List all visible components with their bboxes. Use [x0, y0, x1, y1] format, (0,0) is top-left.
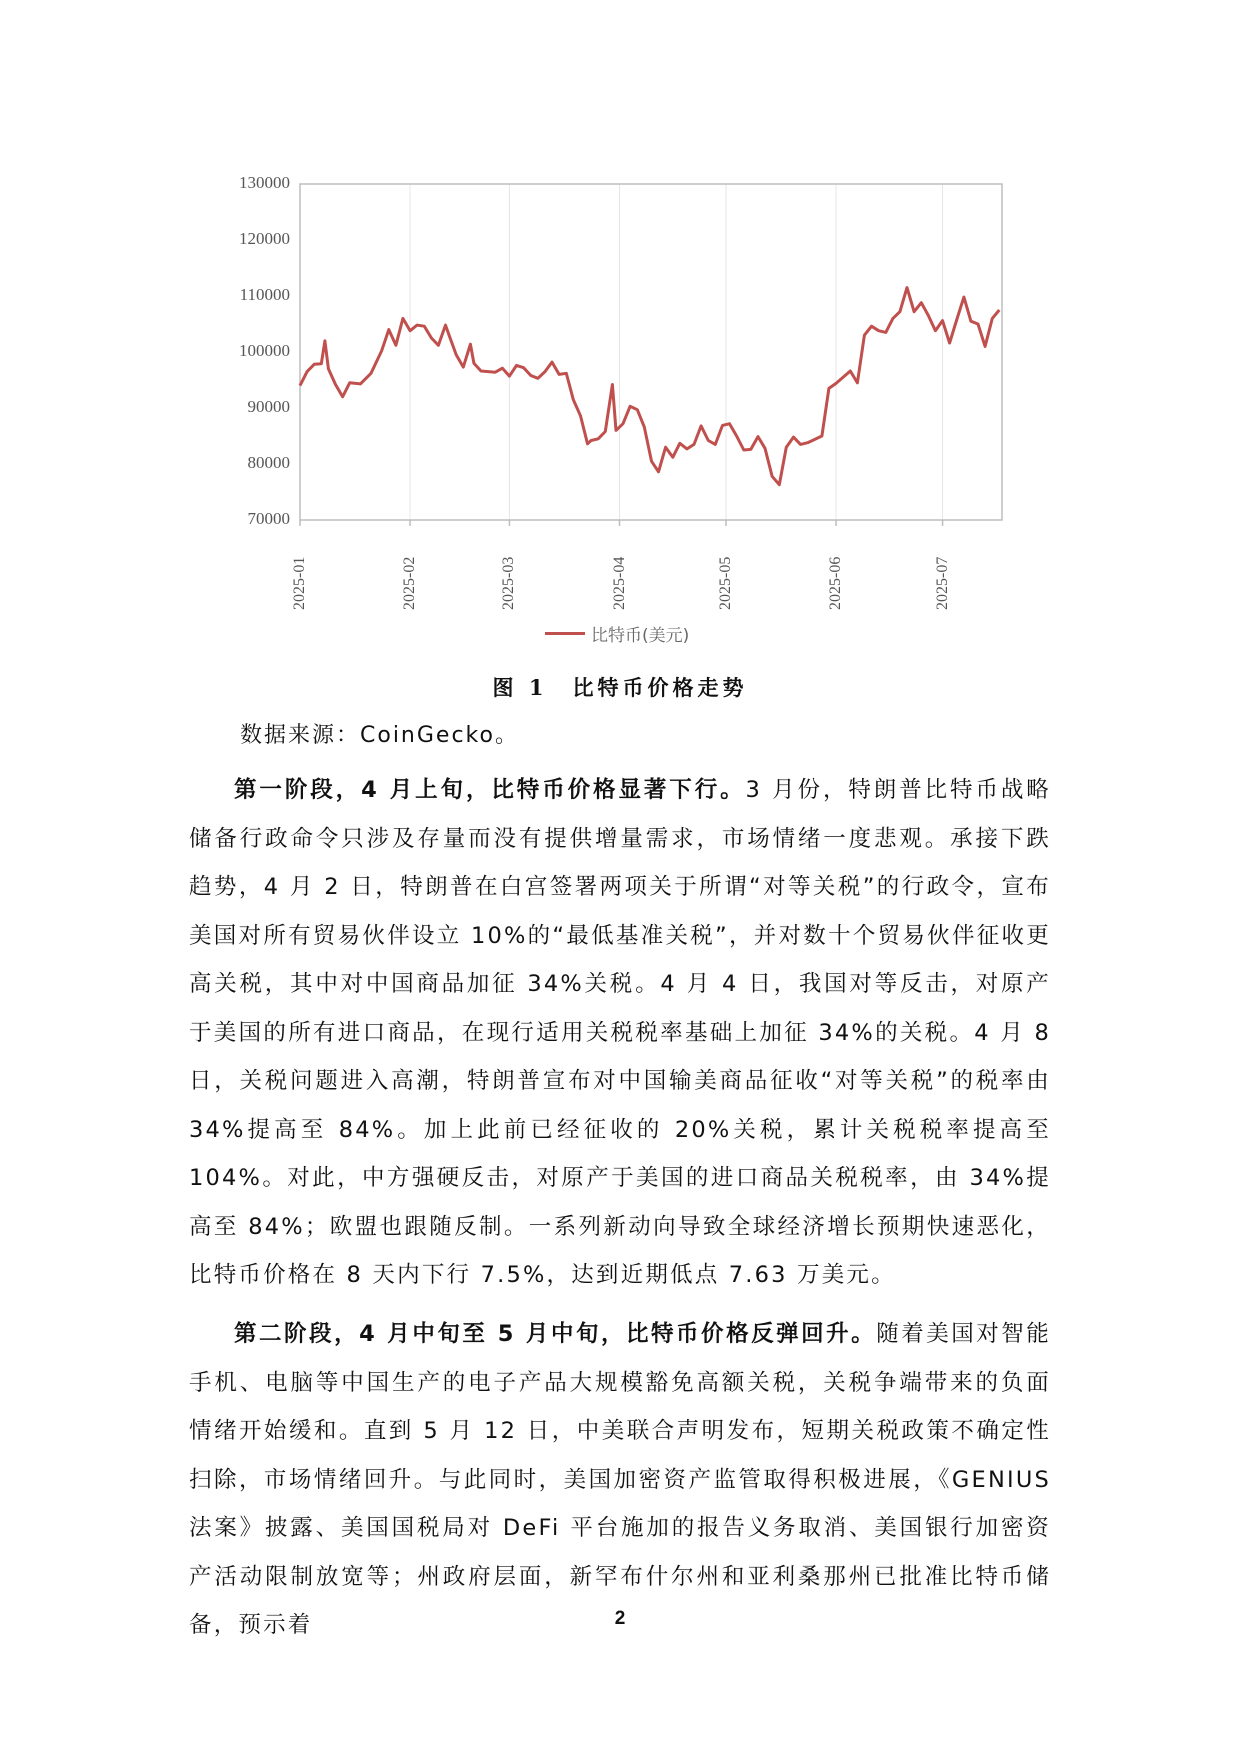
y-tick-label: 130000 [239, 173, 290, 192]
paragraph-lead: 第二阶段，4 月中旬至 5 月中旬，比特币价格反弹回升。 [234, 1321, 877, 1347]
paragraph-stage-one [189, 766, 1051, 1300]
x-tick-label: 2025-01 [291, 556, 308, 610]
paragraph-stage-two [189, 1310, 1051, 1650]
y-tick-label: 120000 [239, 229, 290, 248]
x-tick-label: 2025-02 [401, 556, 419, 610]
bitcoin-price-chart [0, 0, 1240, 660]
legend-label: 比特币(美元) [591, 625, 690, 646]
paragraph-lead: 第一阶段，4 月上旬，比特币价格显著下行。 [234, 777, 746, 803]
x-tick-label: 2025-06 [827, 556, 845, 610]
x-tick-label: 2025-07 [933, 556, 951, 610]
plot-frame [300, 184, 1002, 520]
y-tick-label: 80000 [247, 453, 290, 472]
legend-line-swatch [545, 632, 585, 635]
x-tick-label: 2025-04 [610, 556, 628, 610]
data-source-note: 数据来源：CoinGecko。 [240, 723, 519, 748]
x-tick-label: 2025-05 [717, 556, 734, 610]
y-tick-label: 110000 [239, 285, 290, 304]
paragraph-body: 随着美国对智能手机、电脑等中国生产的电子产品大规模豁免高额关税，关税争端带来的负面情绪开始缓和。直到 5 月 12 日，中美联合声明发布，短期关税政策不确定性扫除，市场情绪回升。与此同时，美国加密资产监管取得积极进展，《GENIUS 法案》披露、美国国税局对 DeFi 平台施加的报告义务取消、美国银行加密资产活动限制放宽等；州政府层面，新罕布什尔州和亚利桑那州已批准比特币储备，预示着 [189, 1321, 1051, 1638]
page-number: 2 [614, 1608, 626, 1629]
x-tick-label: 2025-03 [500, 556, 518, 610]
y-tick-label: 90000 [247, 397, 290, 416]
y-tick-label: 70000 [247, 509, 290, 528]
y-tick-label: 100000 [239, 341, 290, 360]
chart-legend [545, 620, 689, 646]
price-line [300, 288, 999, 485]
figure-caption: 图 1 比特币价格走势 [492, 675, 748, 700]
paragraph-body: 3 月份，特朗普比特币战略储备行政命令只涉及存量而没有提供增量需求，市场情绪一度悲观。承接下跌趋势，4 月 2 日，特朗普在白宫签署两项关于所谓“对等关税”的行政令，宣布美国对所有贸易伙伴设立 10%的“最低基准关税”，并对数十个贸易伙伴征收更高关税，其中对中国商品加征 34%关税。4 月 4 日，我国对等反击，对原产于美国的所有进口商品，在现行适用关税税率基础上加征 34%的关税。4 月 8 日，关税问题进入高潮，特朗普宣布对中国输美商品征收“对等关税”的税率由 34%提高至 84%。加上此前已经征收的 20%关税，累计关税税率提高至 104%。对此，中方强硬反击，对原产于美国的进口商品关税税率，由 34%提高至 84%；欧盟也跟随反制。一系列新动向导致全球经济增长预期快速恶化，比特币价格在 8 天内下行 7.5%，达到近期低点 7.63 万美元。 [189, 777, 1051, 1288]
